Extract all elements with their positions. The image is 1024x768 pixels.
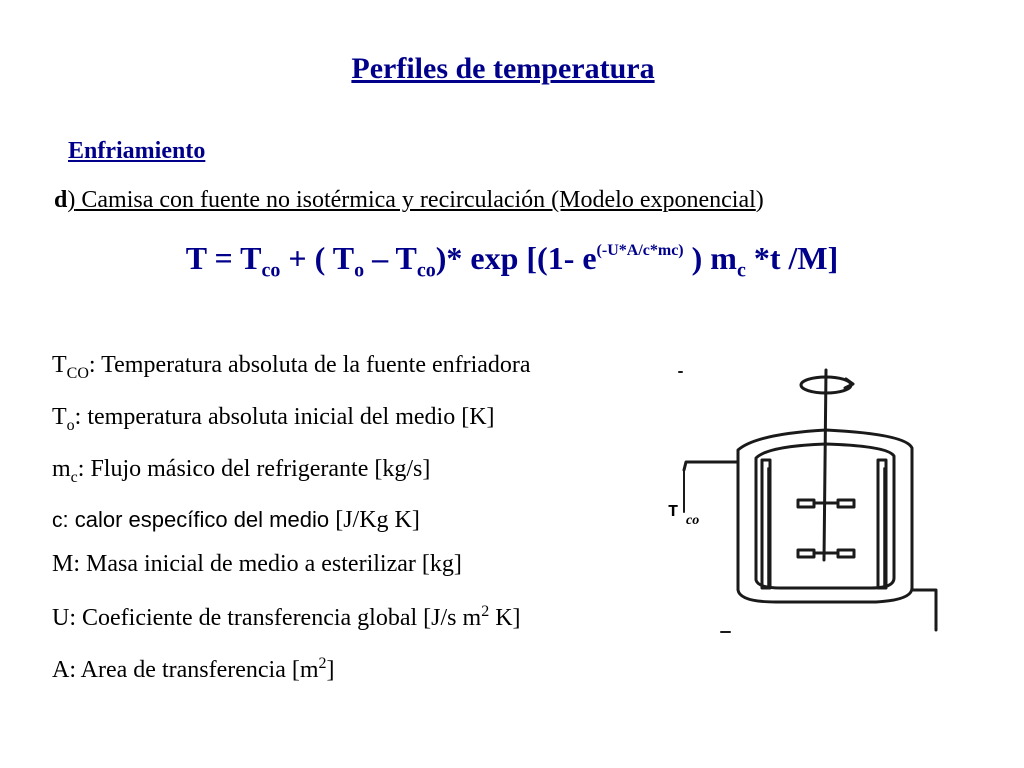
definition-M	[52, 551, 462, 578]
formula-sub: co	[416, 259, 436, 282]
formula-exponent: (-U*A/c*mc)	[596, 242, 684, 259]
formula-part: *t /M]	[745, 240, 839, 276]
definition-to	[52, 404, 495, 435]
def-text: : Temperatura absoluta de la fuente enfriadora	[88, 352, 531, 378]
def-text: : temperatura absoluta inicial del medio [K]	[74, 404, 495, 430]
formula-part: – T	[364, 240, 417, 276]
def-text: : Flujo másico del refrigerante [kg/s]	[77, 456, 431, 482]
def-text: : calor específico del medio	[62, 507, 336, 532]
def-text: M: Masa inicial de medio a esterilizar [kg]	[52, 551, 462, 577]
section-text: Camisa con fuente no isotérmica y recirculación (Modelo exponencial	[75, 187, 756, 213]
definition-U	[52, 603, 521, 632]
formula	[0, 240, 1024, 282]
def-text-units: [J/Kg K]	[335, 507, 420, 533]
section-paren-open: )	[67, 187, 76, 213]
section-letter: d	[54, 187, 68, 213]
def-symbol: m	[52, 456, 71, 482]
impeller-blade	[838, 550, 854, 557]
coolant-inlet-pipe	[684, 462, 738, 470]
def-symbol: T	[52, 404, 67, 430]
def-symbol: c	[52, 509, 63, 532]
section-paren-close: )	[755, 187, 764, 213]
def-text: U: Coeficiente de transferencia global [J/s m	[52, 605, 482, 631]
def-superscript: 2	[481, 603, 490, 620]
def-symbol: T	[52, 352, 67, 378]
def-subscript: c	[70, 468, 78, 486]
formula-sub: o	[354, 259, 365, 282]
formula-part: + ( T	[280, 240, 355, 276]
formula-part: T = T	[185, 240, 262, 276]
def-subscript: CO	[66, 364, 89, 382]
impeller-blade	[798, 500, 814, 507]
baffle-left	[762, 460, 770, 588]
impeller-blade	[838, 500, 854, 507]
definition-mc	[52, 456, 430, 487]
definition-c	[52, 507, 420, 534]
tco-label-co: co	[686, 513, 700, 528]
impeller-blade	[798, 550, 814, 557]
page-title: Perfiles de temperatura	[351, 52, 655, 85]
formula-sub: co	[261, 259, 281, 282]
baffle-right	[878, 460, 886, 588]
formula-part: ) m	[683, 240, 737, 276]
def-text: ]	[326, 657, 335, 683]
section-heading	[54, 187, 764, 214]
subtitle: Enfriamiento	[68, 138, 206, 164]
definition-tco	[52, 352, 531, 383]
def-text: A: Area de transferencia [m	[52, 657, 319, 683]
tco-label-T: T	[668, 503, 679, 522]
def-superscript: 2	[318, 655, 327, 672]
formula-part: )* exp [(1- e	[435, 240, 597, 276]
def-subscript: o	[66, 416, 75, 434]
agitator-shaft	[824, 370, 826, 560]
def-text: K]	[489, 605, 521, 631]
definition-A	[52, 655, 335, 684]
coolant-outlet-pipe	[912, 590, 936, 630]
bioreactor-diagram	[656, 362, 946, 642]
formula-sub: c	[736, 259, 746, 282]
